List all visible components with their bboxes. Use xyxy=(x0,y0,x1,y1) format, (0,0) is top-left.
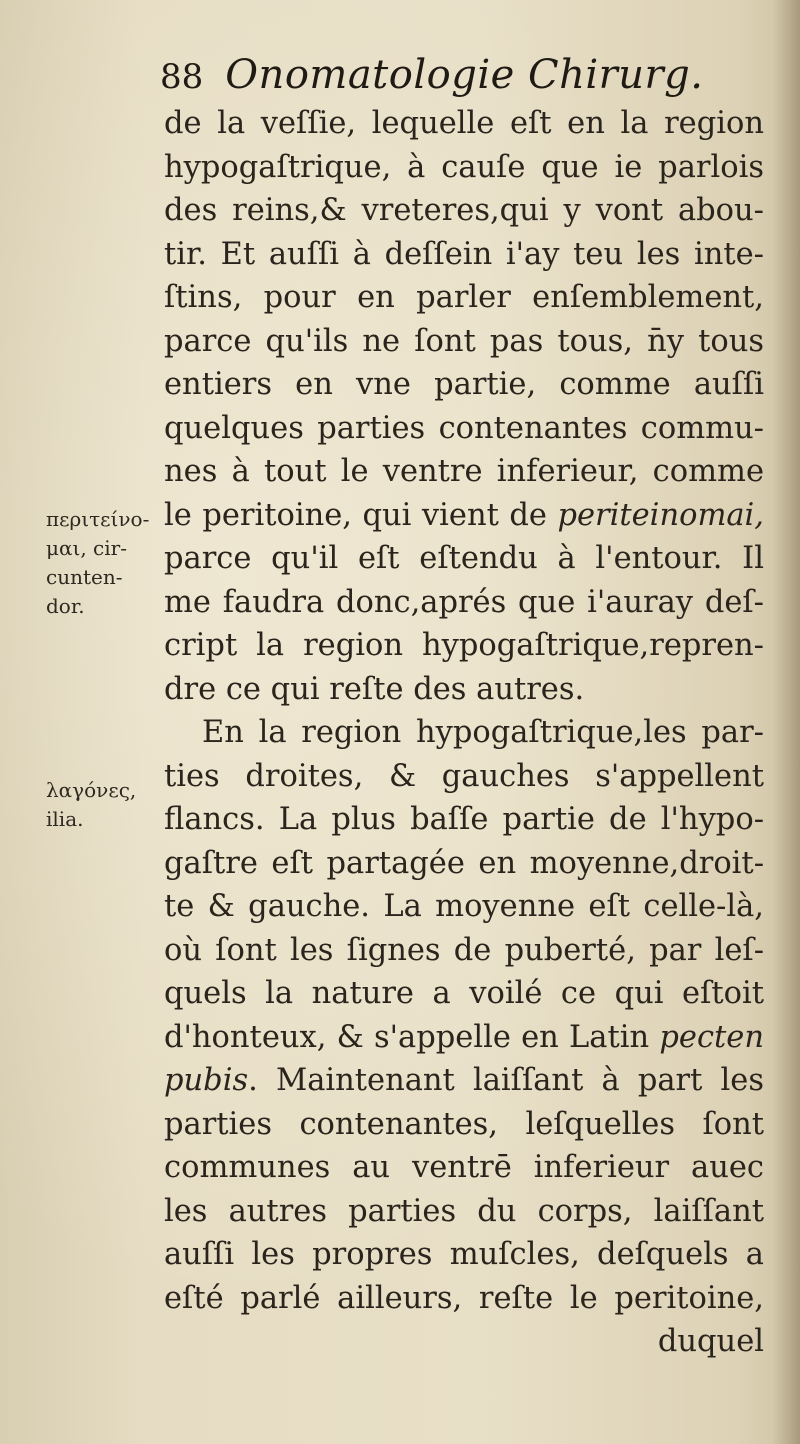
text-line xyxy=(164,929,764,973)
text-run: où ſont les ſignes de puberté, par leſ- xyxy=(164,932,764,968)
text-run: . Maintenant laiſſant à part les xyxy=(248,1063,764,1098)
text-run: entiers en vne partie, comme auſſi xyxy=(164,367,764,402)
running-header xyxy=(160,52,703,108)
text-line xyxy=(164,581,764,625)
text-line xyxy=(164,1103,764,1147)
text-run: nes à tout le ventre inferieur, comme xyxy=(164,454,764,489)
text-line xyxy=(164,1059,764,1103)
text-run: parce qu'il eſt eſtendu à l'entour. Il xyxy=(164,541,764,576)
text-run: me faudra donc,aprés que i'auray deſ- xyxy=(164,584,764,620)
text-line xyxy=(164,711,764,755)
text-run: duquel xyxy=(657,1324,764,1359)
text-line xyxy=(164,146,764,190)
text-run: quels la nature a voilé ce qui eſtoit xyxy=(164,976,764,1011)
text-run: ſtins, pour en parler enſemblement, xyxy=(164,280,764,315)
text-run: hypogaſtrique, à cauſe que ie parlois xyxy=(164,149,764,185)
text-run: ties droites, & gauches s'appellent xyxy=(164,758,764,794)
text-line xyxy=(164,1277,764,1321)
margin-note-line: ilia. xyxy=(46,807,84,831)
text-line xyxy=(164,494,764,538)
text-line xyxy=(164,1190,764,1234)
text-line xyxy=(164,1320,764,1364)
text-line xyxy=(164,755,764,799)
text-run: le peritoine, qui vient de xyxy=(164,497,558,533)
margin-note xyxy=(46,776,156,834)
text-run: des reins,& vreteres,qui y vont abou- xyxy=(164,193,764,228)
text-run: te & gauche. La moyenne eſt celle-là, xyxy=(164,889,764,924)
text-line xyxy=(164,1146,764,1190)
text-line xyxy=(164,1016,764,1060)
text-run: eſté parlé ailleurs, reſte le peritoine, xyxy=(164,1280,764,1316)
text-line xyxy=(164,972,764,1016)
text-run: En la region hypogaſtrique,les par- xyxy=(202,715,764,750)
text-run: cript la region hypogaſtrique,repren- xyxy=(164,628,764,663)
margin-note-line: μαι, cir- xyxy=(46,536,127,560)
text-line xyxy=(164,537,764,581)
text-line xyxy=(164,320,764,364)
main-text-block xyxy=(164,102,764,1364)
text-run: les autres parties du corps, laiſſant xyxy=(164,1193,764,1229)
text-run: auſſi les propres muſcles, deſquels a xyxy=(164,1237,764,1272)
margin-note xyxy=(46,505,156,621)
running-title: Onomatologie Chirurg. xyxy=(225,52,704,98)
text-run: dre ce qui reſte des autres. xyxy=(164,671,585,707)
italic-term: pubis xyxy=(164,1063,249,1098)
text-line xyxy=(164,233,764,277)
page-edge-shadow xyxy=(772,0,800,1444)
text-line xyxy=(164,624,764,668)
page-number: 88 xyxy=(160,57,204,97)
text-run: gaſtre eſt partagée en moyenne,droit- xyxy=(164,845,764,881)
text-run: parce qu'ils ne ſont pas tous, n̄y tous xyxy=(164,323,764,359)
text-run: communes au ventrē inferieur auec xyxy=(164,1150,764,1185)
text-line xyxy=(164,276,764,320)
text-line xyxy=(164,102,764,146)
text-line xyxy=(164,450,764,494)
text-line xyxy=(164,407,764,451)
margin-note-line: cunten- xyxy=(46,565,123,589)
italic-term: periteinomai, xyxy=(557,497,764,533)
text-line xyxy=(164,1233,764,1277)
italic-term: pecten xyxy=(659,1019,764,1055)
text-run: flancs. La plus baſſe partie de l'hypo- xyxy=(164,802,764,837)
text-line xyxy=(164,798,764,842)
margin-note-line: dor. xyxy=(46,594,85,618)
text-run: tir. Et auſſi à deſſein i'ay teu les inte- xyxy=(164,236,764,272)
text-line xyxy=(164,842,764,886)
text-line xyxy=(164,189,764,233)
text-line xyxy=(164,885,764,929)
text-run: de la veſſie, lequelle eſt en la region xyxy=(164,106,764,141)
margin-note-line: περιτείνο- xyxy=(46,507,150,531)
text-line xyxy=(164,668,764,712)
text-line xyxy=(164,363,764,407)
text-run: d'honteux, & s'appelle en Latin xyxy=(164,1019,660,1055)
margin-note-line: λαγόνες, xyxy=(46,778,137,802)
text-run: parties contenantes, leſquelles ſont xyxy=(164,1106,764,1142)
text-run: quelques parties contenantes commu- xyxy=(164,410,764,446)
